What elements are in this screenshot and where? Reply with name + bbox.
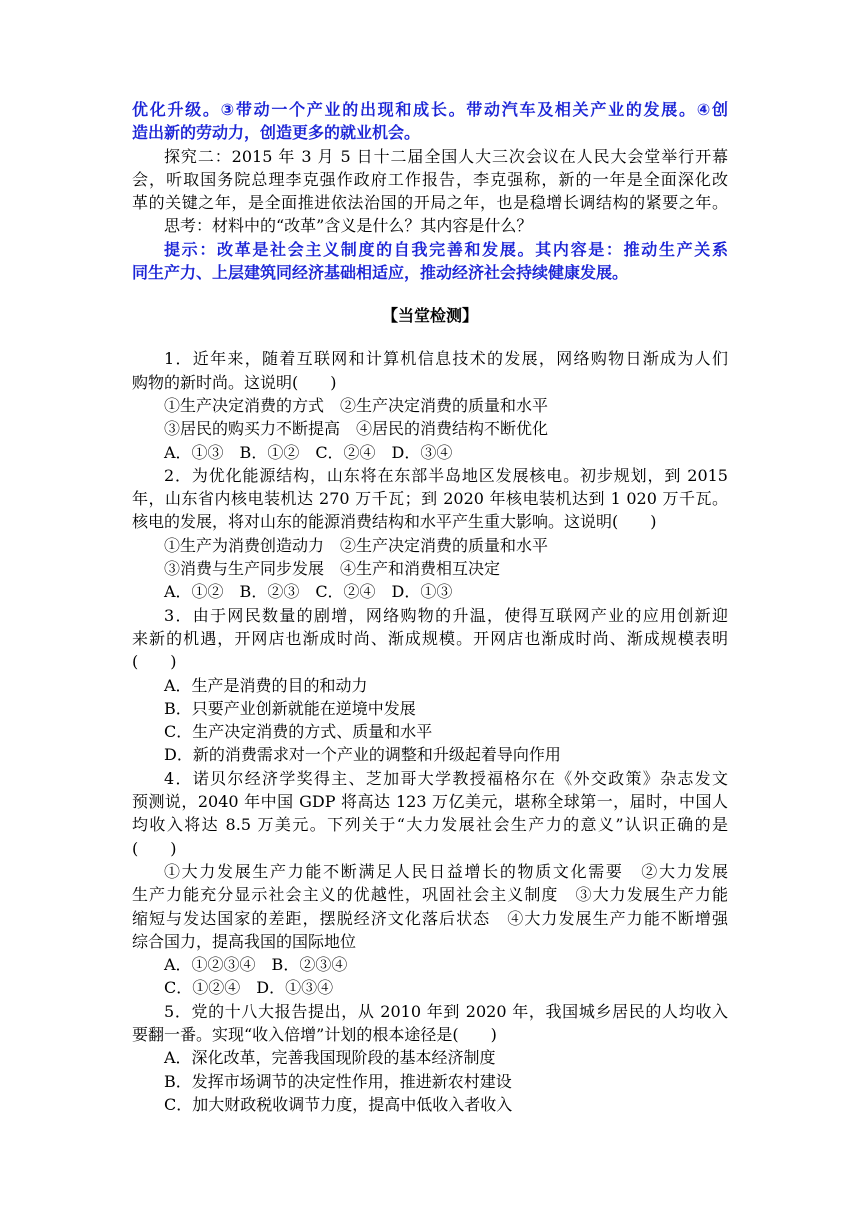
quiz-line: 年，山东省内核电装机达 270 万千瓦；到 2020 年核电装机达到 1 020 万千瓦。 — [132, 489, 728, 509]
quiz-line: 综合国力，提高我国的国际地位 — [132, 931, 357, 951]
quiz-line: C．生产决定消费的方式、质量和水平 — [164, 722, 433, 742]
exploration-section — [132, 98, 728, 284]
quiz-line: B．只要产业创新就能在逆境中发展 — [164, 698, 416, 718]
exploration-line: 革的关键之年，是全面推进依法治国的开局之年，也是稳增长调结构的紧要之年。 — [132, 193, 728, 213]
exploration-line: 会，听取国务院总理李克强作政府工作报告，李克强称，新的一年是全面深化改 — [132, 169, 728, 189]
exploration-line: 思考：材料中的“改革”含义是什么？其内容是什么？ — [164, 216, 533, 236]
quiz-line: ①大力发展生产力能不断满足人民日益增长的物质文化需要 ②大力发展 — [164, 861, 728, 881]
quiz-line: ①生产为消费创造动力 ②生产决定消费的质量和水平 — [164, 535, 549, 555]
quiz-line: A．①②③④ B．②③④ — [164, 955, 348, 975]
quiz-line: ( ) — [132, 838, 177, 858]
exploration-line: 同生产力、上层建筑同经济基础相适应，推动经济社会持续健康发展。 — [132, 263, 629, 283]
quiz-line: 来新的机遇，开网店也渐成时尚、渐成规模。开网店也渐成时尚、渐成规模表明 — [132, 628, 728, 648]
quiz-line: 3．由于网民数量的剧增，网络购物的升温，使得互联网产业的应用创新迎 — [164, 605, 728, 625]
exploration-line: 造出新的劳动力，创造更多的就业机会。 — [132, 123, 421, 143]
document-page — [132, 98, 728, 1116]
quiz-line: 均收入将达 8.5 万美元。下列关于“大力发展社会生产力的意义”认识正确的是 — [132, 815, 728, 835]
quiz-line: ①生产决定消费的方式 ②生产决定消费的质量和水平 — [164, 395, 549, 415]
quiz-line: A．①② B．②③ C．②④ D．①③ — [164, 582, 453, 602]
quiz-line: ③消费与生产同步发展 ④生产和消费相互决定 — [164, 559, 501, 579]
quiz-line: D．新的消费需求对一个产业的调整和升级起着导向作用 — [164, 745, 561, 765]
quiz-line: ③居民的购买力不断提高 ④居民的消费结构不断优化 — [164, 419, 549, 439]
quiz-line: A．深化改革，完善我国现阶段的基本经济制度 — [164, 1048, 496, 1068]
quiz-line: A．生产是消费的目的和动力 — [164, 675, 368, 695]
quiz-line: 5．党的十八大报告提出，从 2010 年到 2020 年，我国城乡居民的人均收入 — [164, 1001, 728, 1021]
quiz-line: 生产力能充分显示社会主义的优越性，巩固社会主义制度 ③大力发展生产力能 — [132, 885, 728, 905]
quiz-line: C．①②④ D．①③④ — [164, 978, 334, 998]
quiz-section — [132, 347, 728, 1116]
quiz-line: 购物的新时尚。这说明( ) — [132, 372, 337, 392]
quiz-line: 要翻一番。实现“收入倍增”计划的根本途径是( ) — [132, 1024, 497, 1044]
exploration-line: 提示：改革是社会主义制度的自我完善和发展。其内容是：推动生产关系 — [164, 239, 728, 259]
quiz-line: 4．诺贝尔经济学奖得主、芝加哥大学教授福格尔在《外交政策》杂志发文 — [164, 768, 728, 788]
quiz-line: B．发挥市场调节的决定性作用，推进新农村建设 — [164, 1071, 512, 1091]
quiz-line: 缩短与发达国家的差距，摆脱经济文化落后状态 ④大力发展生产力能不断增强 — [132, 908, 728, 928]
quiz-line: A．①③ B．①② C．②④ D．③④ — [164, 442, 453, 462]
quiz-line: ( ) — [132, 652, 177, 672]
quiz-line: 1．近年来，随着互联网和计算机信息技术的发展，网络购物日渐成为人们 — [164, 349, 728, 369]
quiz-line: 预测说，2040 年中国 GDP 将高达 123 万亿美元，堪称全球第一，届时，中国人 — [132, 792, 728, 812]
section-heading: 【当堂检测】 — [381, 306, 478, 326]
quiz-line: 核电的发展，将对山东的能源消费结构和水平产生重大影响。这说明( ) — [132, 512, 657, 532]
quiz-line: C．加大财政税收调节力度，提高中低收入者收入 — [164, 1094, 513, 1114]
exploration-line: 探究二：2015 年 3 月 5 日十二届全国人大三次会议在人民大会堂举行开幕 — [164, 146, 728, 166]
exploration-line: 优化升级。③带动一个产业的出现和成长。带动汽车及相关产业的发展。④创 — [132, 100, 728, 119]
quiz-line: 2．为优化能源结构，山东将在东部半岛地区发展核电。初步规划，到 2015 — [164, 465, 728, 485]
